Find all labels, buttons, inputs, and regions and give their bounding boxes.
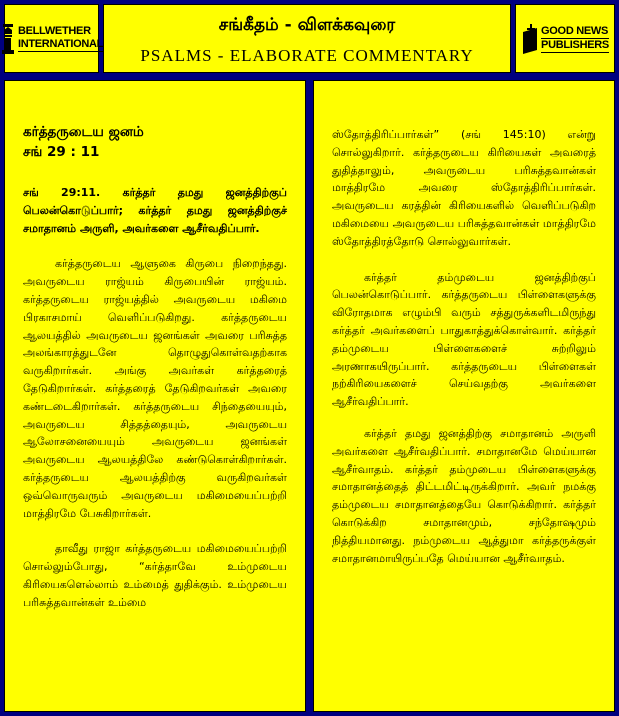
logo-left-line1: BELLWETHER <box>17 25 91 37</box>
paragraph: தாவீது ராஜா கர்த்தருடைய மகிமையைப்பற்றி சொல்லும்போது, “கர்த்தாவே உம்முடைய கிரியைகளெல்லாம் உம்மைத் துதிக்கும். உம்முடைய பரிசுத்தவான்கள் உம்மை <box>23 542 287 609</box>
logo-right-line1: GOOD NEWS <box>541 24 609 37</box>
scripture-reference: சங் 29 : 11 <box>23 144 100 160</box>
page-title-tamil: சங்கீதம் - விளக்கவுரை <box>218 15 396 35</box>
paragraph: கர்த்தர் தமது ஜனத்திற்கு சமாதானம் அருளி அவர்களை ஆசீர்வதிப்பார். சமாதானமே மெய்யான ஆசீர்வாதம். கர்த்தர் தம்முடைய பிள்ளைகளுக்கு சமாதானத்தைத் திட்டமிட்டிருக்கிறார். அவர் நமக்கு தம்முடைய சமாதானத்தையே கொடுக்கிறார். கர்த்தர் கொடுக்கிற சமாதானமும், சந்தோஷமும் நித்தியமானது. நம்முடைய ஆத்துமா கர்த்தருக்குள் சமாதானமாயிருப்பதே மெய்யான ஆசீர்வாதம். <box>332 426 596 565</box>
logo-left-line2: INTERNATIONAL <box>17 38 104 50</box>
bellwether-logo <box>4 4 104 73</box>
paragraph: ஸ்தோத்திரிப்பார்கள்” (சங் 145:10) என்று சொல்லுகிறார். கர்த்தருடைய கிரியைகள் அவரைத் துதித்தாலும், அவருடைய பரிசுத்தவான்கள் மாத்திரமே அவரை ஸ்தோத்திரிப்பார்கள். அவருடைய கரத்தின் கிரியைகளில் வெளிப்படுகிற மகிமையை அவருடைய பரிசுத்தவான்கள் மாத்திரமே ஸ்தோத்திரத்தோடு சொல்லுவார்கள். <box>332 128 596 248</box>
section-heading: கர்த்தருடைய ஜனம் <box>23 124 144 140</box>
left-column <box>4 80 306 712</box>
paragraph: கர்த்தருடைய ஆளுகை கிருபை நிறைந்தது. அவருடைய ராஜ்யம் கிருபையின் ராஜ்யம். கர்த்தருடைய ராஜ்யத்தில் அவருடைய மகிமை பிரகாசமாய் வெளிப்படுகிறது. கர்த்தருடைய ஆலயத்தில் அவருடைய ஜனங்கள் அவரை பரிசுத்த அலங்காரத்துடனே தொழுதுகொள்வதற்காக வருகிறார்கள். அங்கு அவர்கள் கர்த்தரைத் தேடுகிறார்கள். கர்த்தரைத் தேடுகிறவர்கள் அவரை கண்டடைகிறார்கள். கர்த்தருடைய சிந்தையையும், அவருடைய சித்தத்தையும், அவருடைய ஆலோசனையையும் அவருடைய ஜனங்கள் அவருடைய ஆலயத்திலே கண்டுகொள்கிறார்கள். கர்த்தருடைய ஆலயத்திற்கு வருகிறவர்கள் ஒவ்வொருவரும் அவருடைய மகிமையைப்பற்றி மாத்திரமே பேசுகிறார்கள். <box>23 257 287 520</box>
page-title-english: PSALMS - ELABORATE COMMENTARY <box>140 46 474 65</box>
paragraph: கர்த்தர் தம்முடைய ஜனத்திற்குப் பெலன்கொடுப்பார். கர்த்தருடைய பிள்ளைகளுக்கு விரோதமாக எழும்பி வரும் சத்துருக்களிடமிருந்து கர்த்தர் அவர்களைப் பாதுகாத்துக்கொள்வார். கர்த்தர் தம்முடைய பிள்ளைகளைச் சுற்றிலும் அரணாகயிருப்பார். கர்த்தருடைய பிள்ளைகள் நற்கிரியைகளைச் செய்வதற்கு அவர்களை ஆசீர்வதிப்பார். <box>332 270 596 409</box>
right-column <box>313 80 615 712</box>
bible-icon <box>521 22 539 56</box>
logo-right-line2: PUBLISHERS <box>541 38 609 51</box>
section-title <box>23 122 287 162</box>
verse-text: சங் 29:11. கர்த்தர் தமது ஜனத்திற்குப் பெலன்கொடுப்பார்; கர்த்தர் தமது ஜனத்திற்குச் சமாதானம் அருளி, அவர்களை ஆசீர்வதிப்பார். <box>23 186 287 235</box>
page-header <box>103 4 511 73</box>
bellwether-icon <box>0 22 16 56</box>
good-news-logo <box>515 4 615 73</box>
